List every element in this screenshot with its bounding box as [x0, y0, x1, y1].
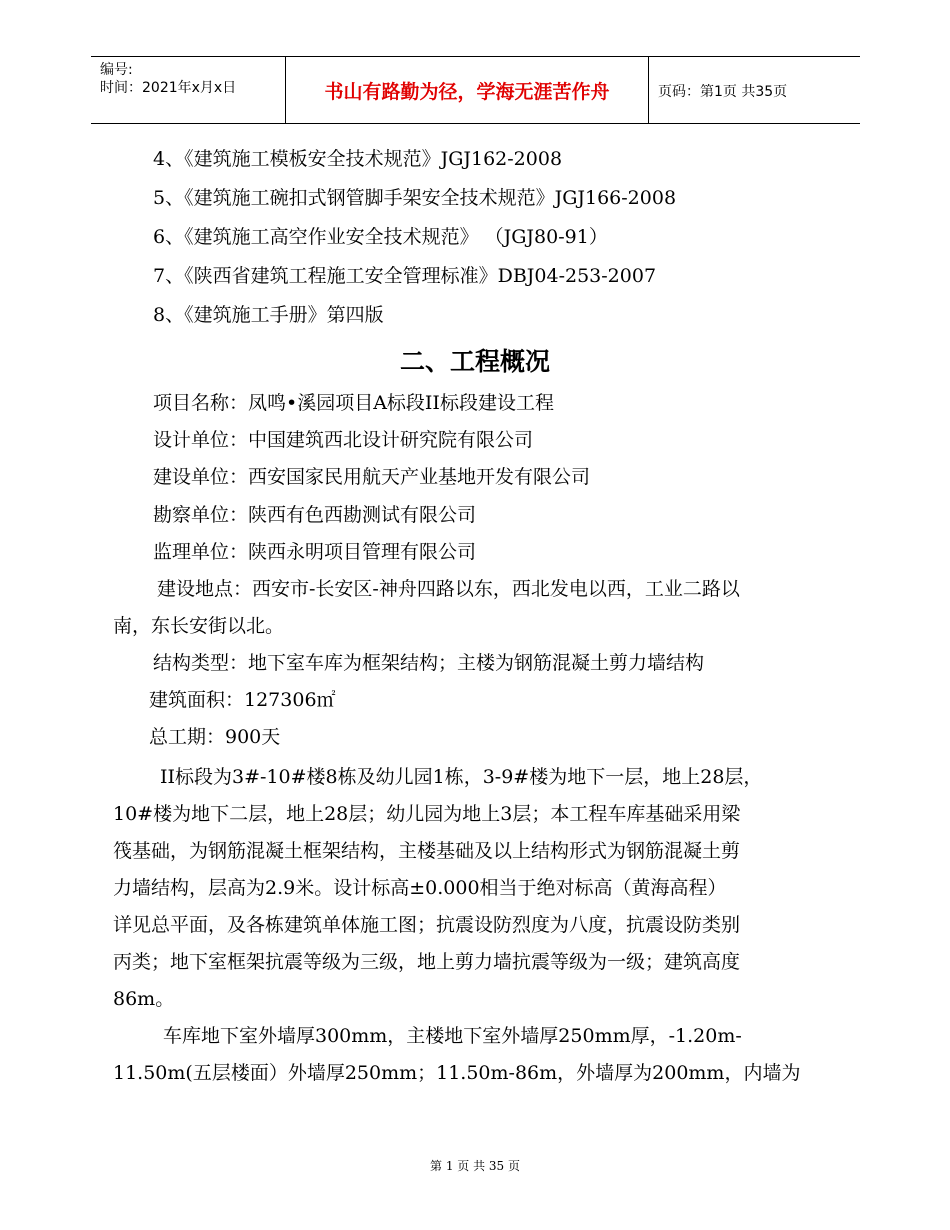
- location-line: 南，东长安街以北。: [113, 615, 285, 637]
- number-label: 编号:: [100, 62, 133, 78]
- location-line: 建设地点：西安市-长安区-神舟四路以东，西北发电以西，工业二路以: [157, 578, 740, 600]
- paragraph-line: 车库地下室外墙厚300mm，主楼地下室外墙厚250mm厚，-1.20m-: [163, 1025, 742, 1047]
- building-area: 建筑面积：127306㎡: [149, 689, 336, 711]
- header-page-label: 页码：第1页 共35页: [658, 84, 788, 100]
- page-header: [91, 56, 860, 124]
- paragraph-line: 力墙结构，层高为2.9米。设计标高±0.000相当于绝对标高（黄海高程）: [113, 877, 727, 899]
- time-label: 时间：2021年x月x日: [100, 80, 237, 96]
- reference-item: 8、《建筑施工手册》第四版: [153, 304, 384, 326]
- paragraph-line: 86m。: [113, 988, 175, 1010]
- total-duration: 总工期：900天: [149, 726, 281, 748]
- paragraph-line: 筏基础，为钢筋混凝土框架结构，主楼基础及以上结构形式为钢筋混凝土剪: [113, 840, 741, 862]
- survey-unit: 勘察单位：陕西有色西勘测试有限公司: [153, 504, 477, 526]
- reference-item: 5、《建筑施工碗扣式钢管脚手架安全技术规范》JGJ166-2008: [153, 187, 677, 209]
- reference-item: 4、《建筑施工模板安全技术规范》JGJ162-2008: [153, 148, 563, 170]
- reference-item: 6、《建筑施工高空作业安全技术规范》 （JGJ80-91）: [153, 226, 608, 248]
- paragraph-line: II标段为3#-10#楼8栋及幼儿园1栋，3-9#楼为地下一层，地上28层，: [160, 766, 763, 788]
- structure-type: 结构类型：地下室车库为框架结构；主楼为钢筋混凝土剪力墙结构: [153, 652, 705, 674]
- header-meta: [100, 61, 285, 97]
- section-title: 二、工程概况: [399, 347, 550, 376]
- page-footer: 第 1 页 共 35 页: [430, 1159, 520, 1173]
- reference-item: 7、《陕西省建筑工程施工安全管理标准》DBJ04-253-2007: [153, 265, 657, 287]
- design-unit: 设计单位：中国建筑西北设计研究院有限公司: [153, 429, 534, 451]
- paragraph-line: 11.50m(五层楼面）外墙厚250mm；11.50m-86m，外墙厚为200mm，内墙为: [113, 1062, 801, 1084]
- paragraph-line: 丙类；地下室框架抗震等级为三级，地上剪力墙抗震等级为一级；建筑高度: [113, 951, 741, 973]
- construction-unit: 建设单位：西安国家民用航天产业基地开发有限公司: [153, 466, 591, 488]
- project-name: 项目名称：凤鸣•溪园项目A标段II标段建设工程: [153, 392, 554, 414]
- paragraph-line: 10#楼为地下二层，地上28层；幼儿园为地上3层；本工程车库基础采用梁: [113, 803, 741, 825]
- supervision-unit: 监理单位：陕西永明项目管理有限公司: [153, 541, 477, 563]
- paragraph-line: 详见总平面，及各栋建筑单体施工图；抗震设防烈度为八度，抗震设防类别: [113, 914, 741, 936]
- header-motto: 书山有路勤为径，学海无涯苦作舟: [285, 57, 649, 123]
